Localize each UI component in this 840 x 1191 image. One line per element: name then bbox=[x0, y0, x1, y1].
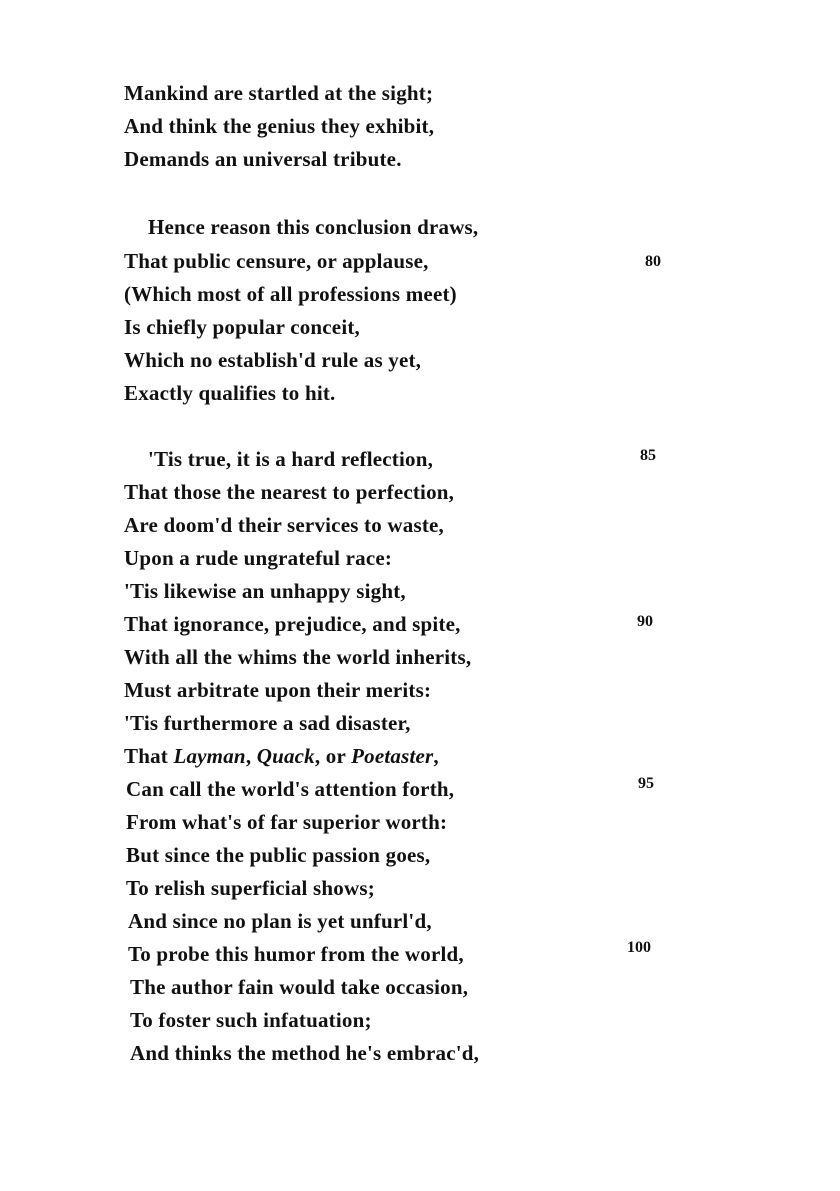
poem-line: To relish superficial shows; bbox=[126, 876, 375, 900]
line-number: 90 bbox=[637, 613, 653, 630]
poem-line: 'Tis true, it is a hard reflection, bbox=[148, 447, 434, 471]
poem-line: Upon a rude ungrateful race: bbox=[124, 546, 393, 570]
line-number: 95 bbox=[638, 775, 654, 792]
layman-sep1: , bbox=[245, 744, 257, 768]
layman-pre: That bbox=[124, 744, 174, 768]
line-number: 80 bbox=[645, 253, 661, 270]
line-number: 85 bbox=[640, 447, 656, 464]
layman-post: , bbox=[433, 744, 439, 768]
poem-line: Demands an universal tribute. bbox=[124, 147, 402, 171]
poem-line: Which no establish'd rule as yet, bbox=[124, 348, 422, 372]
poem-line: Mankind are startled at the sight; bbox=[124, 81, 434, 105]
poem-line: Is chiefly popular conceit, bbox=[124, 315, 361, 339]
line-number: 100 bbox=[627, 939, 651, 956]
poem-line: (Which most of all professions meet) bbox=[124, 282, 457, 306]
poem-line: That those the nearest to perfection, bbox=[124, 480, 455, 504]
poem-line: That ignorance, prejudice, and spite, bbox=[124, 612, 461, 636]
poem-line: That public censure, or applause, bbox=[124, 249, 429, 273]
poem-line: Are doom'd their services to waste, bbox=[124, 513, 444, 537]
poetaster-word: Poetaster bbox=[351, 744, 434, 768]
layman-sep2: , or bbox=[314, 744, 352, 768]
poem-line: 'Tis furthermore a sad disaster, bbox=[124, 711, 411, 735]
poem-line: But since the public passion goes, bbox=[126, 843, 431, 867]
poem-line: With all the whims the world inherits, bbox=[124, 645, 472, 669]
poem-line: 'Tis likewise an unhappy sight, bbox=[124, 579, 406, 603]
poem-line: To foster such infatuation; bbox=[130, 1008, 372, 1032]
poem-line: From what's of far superior worth: bbox=[126, 810, 448, 834]
poem-line: And think the genius they exhibit, bbox=[124, 114, 435, 138]
poem-line-layman bbox=[124, 743, 439, 769]
poem-line: Exactly qualifies to hit. bbox=[124, 381, 336, 405]
poem-line: And thinks the method he's embrac'd, bbox=[130, 1041, 480, 1065]
layman-word: Layman bbox=[173, 744, 246, 768]
poem-line: The author fain would take occasion, bbox=[130, 975, 469, 999]
poem-line: And since no plan is yet unfurl'd, bbox=[128, 909, 432, 933]
poem-line: Must arbitrate upon their merits: bbox=[124, 678, 432, 702]
poem-line: Hence reason this conclusion draws, bbox=[148, 215, 479, 239]
poem-line: Can call the world's attention forth, bbox=[126, 777, 455, 801]
quack-word: Quack bbox=[256, 744, 315, 768]
poem-line: To probe this humor from the world, bbox=[128, 942, 464, 966]
